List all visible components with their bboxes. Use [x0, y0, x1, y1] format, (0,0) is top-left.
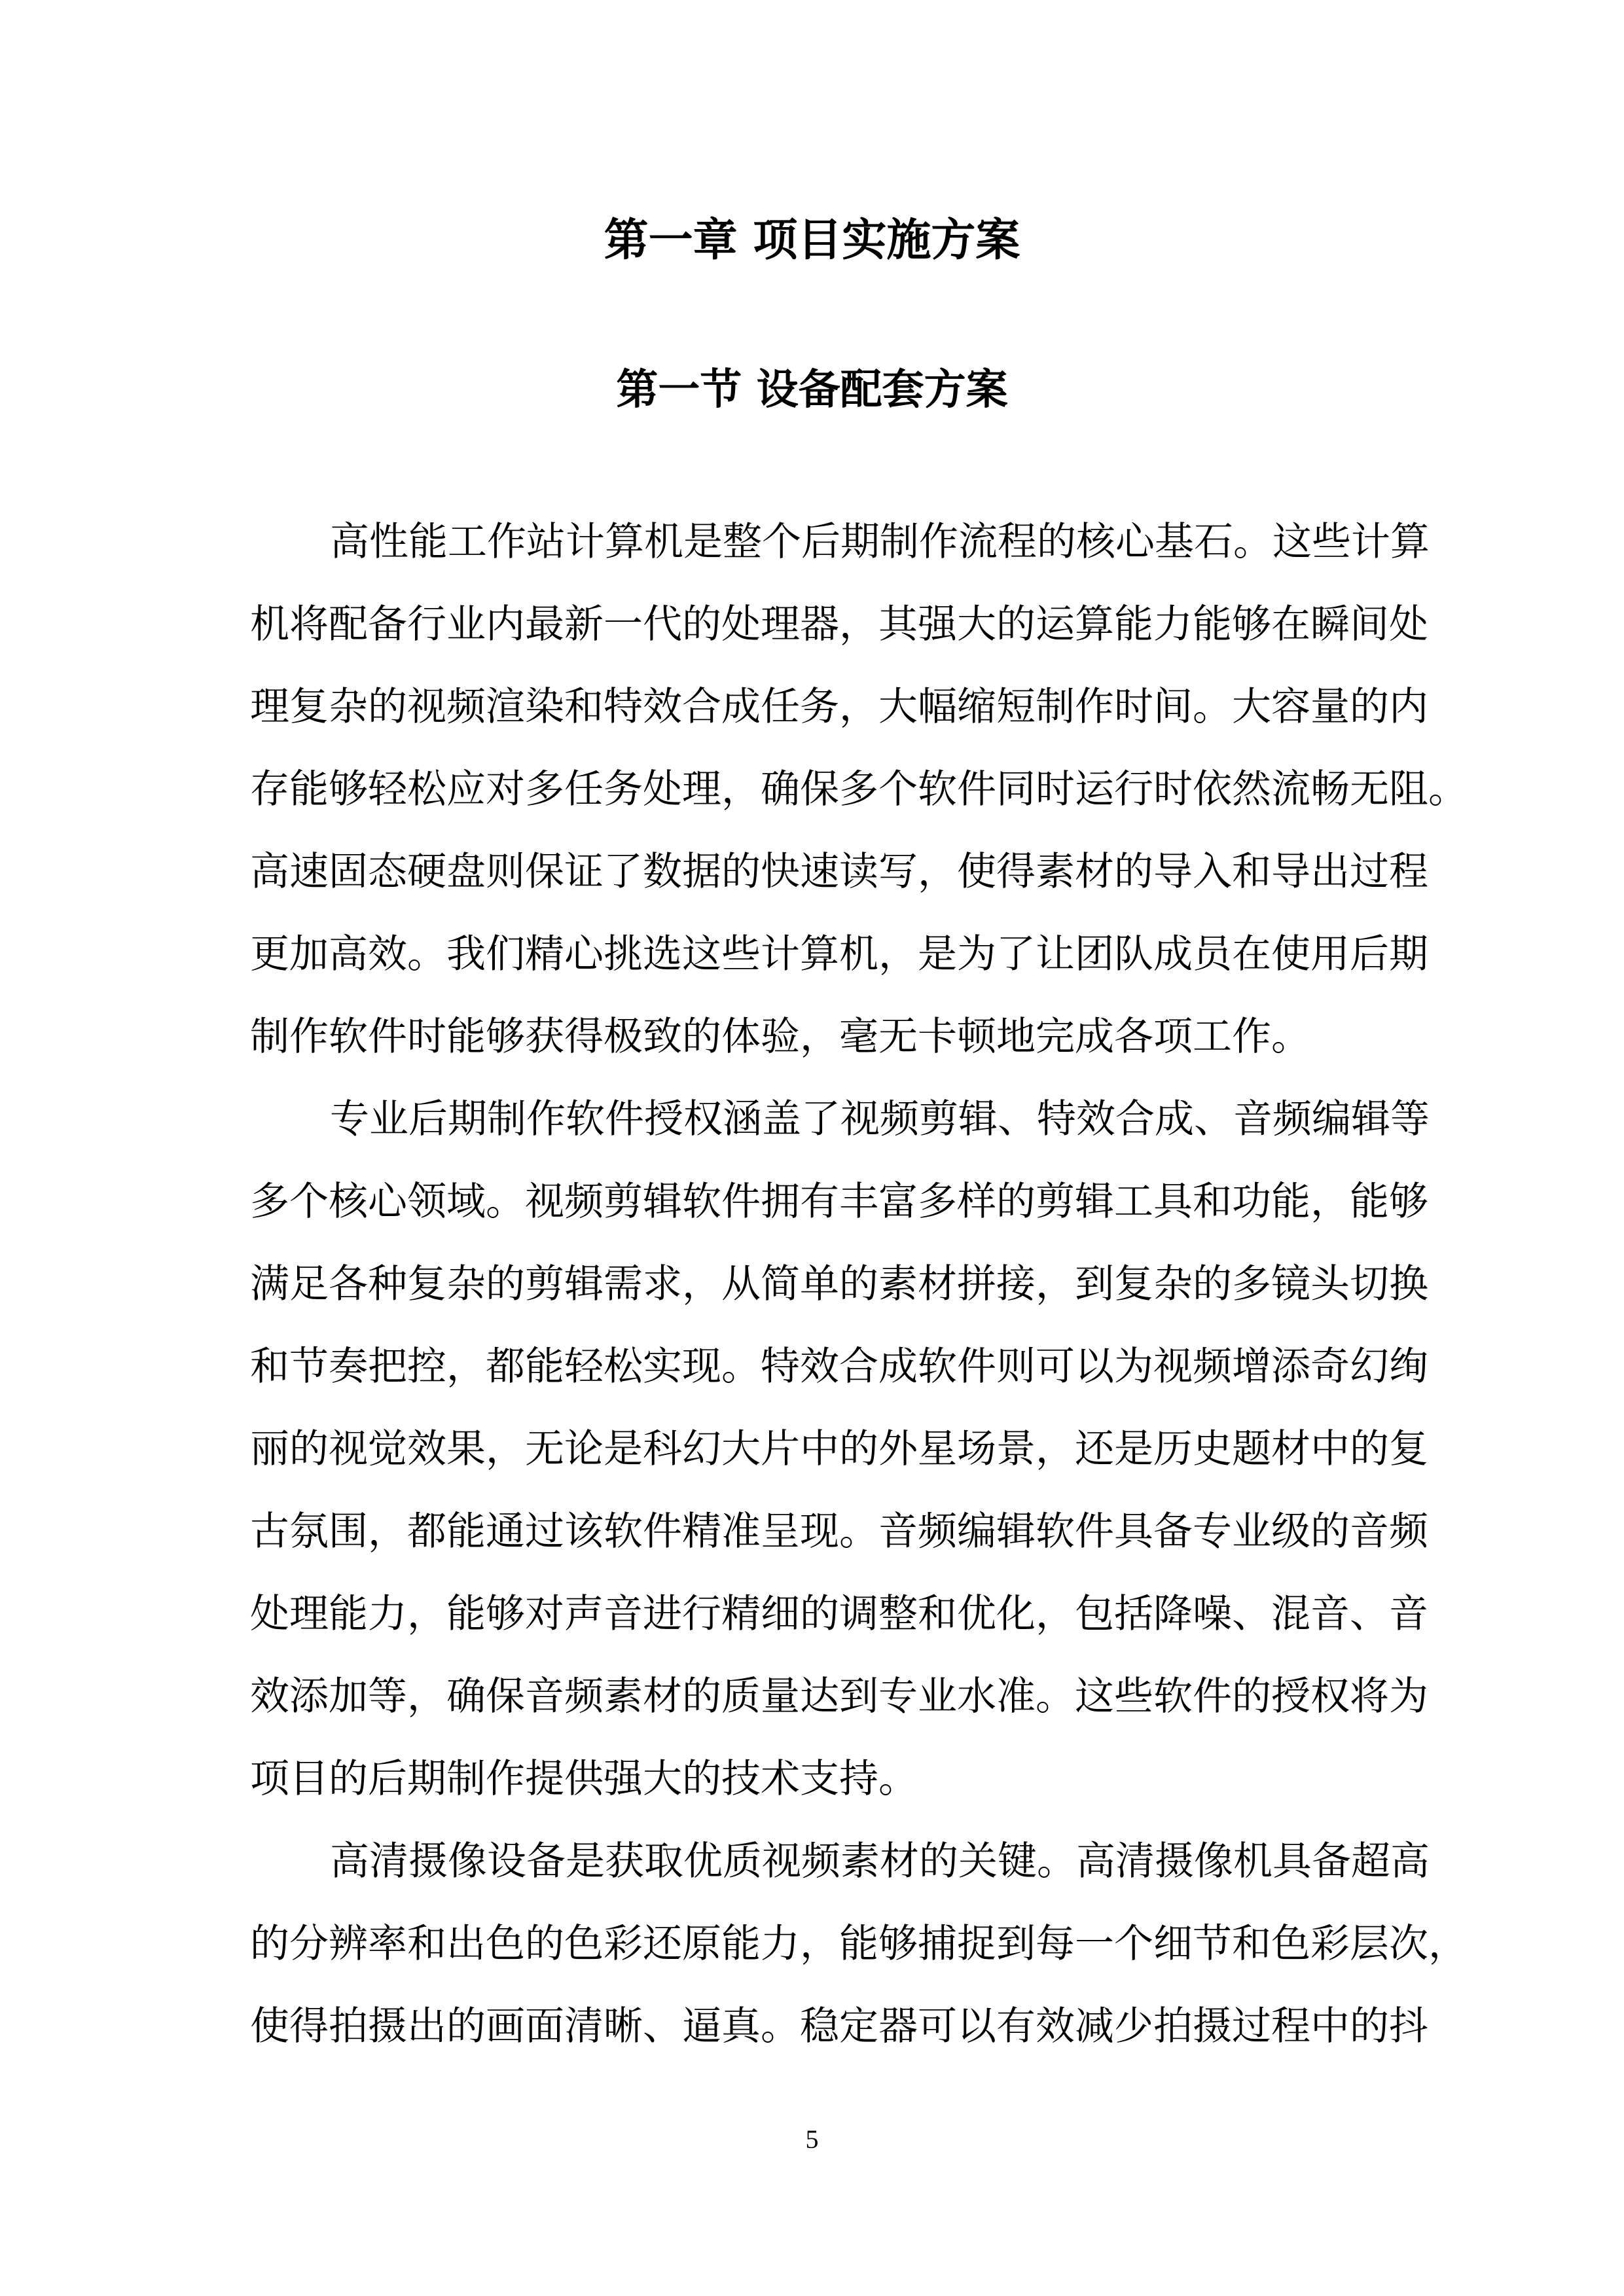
text-line: 理复杂的视频渲染和特效合成任务，大幅缩短制作时间。大容量的内 [250, 684, 1428, 730]
text-line: 古氛围，都能通过该软件精准呈现。音频编辑软件具备专业级的音频 [250, 1509, 1428, 1554]
text-line: 和节奏把控，都能轻松实现。特效合成软件则可以为视频增添奇幻绚 [250, 1344, 1428, 1390]
text-line: 效添加等，确保音频素材的质量达到专业水准。这些软件的授权将为 [250, 1674, 1428, 1719]
text-line: 满足各种复杂的剪辑需求，从简单的素材拼接，到复杂的多镜头切换 [250, 1261, 1428, 1307]
text-line: 高速固态硬盘则保证了数据的快速读写，使得素材的导入和导出过程 [250, 849, 1428, 895]
text-line: 多个核心领域。视频剪辑软件拥有丰富多样的剪辑工具和功能，能够 [250, 1179, 1428, 1225]
text-line: 高性能工作站计算机是整个后期制作流程的核心基石。这些计算 [330, 519, 1430, 565]
text-line: 高清摄像设备是获取优质视频素材的关键。高清摄像机具备超高 [330, 1839, 1430, 1884]
paragraph [250, 501, 1468, 1078]
page-number: 5 [805, 2125, 819, 2154]
paragraph [250, 1820, 1468, 2068]
section-title: 第一节 设备配套方案 [616, 365, 1008, 414]
chapter-title: 第一章 项目实施方案 [604, 214, 1020, 266]
text-line: 更加高效。我们精心挑选这些计算机，是为了让团队成员在使用后期 [250, 931, 1428, 977]
text-line: 的分辨率和出色的色彩还原能力，能够捕捉到每一个细节和色彩层次， [250, 1921, 1468, 1967]
text-line: 使得拍摄出的画面清晰、逼真。稳定器可以有效减少拍摄过程中的抖 [250, 2003, 1428, 2049]
paragraph [250, 1078, 1430, 1820]
text-line: 制作软件时能够获得极致的体验，毫无卡顿地完成各项工作。 [250, 1014, 1310, 1060]
text-line: 存能够轻松应对多任务处理，确保多个软件同时运行时依然流畅无阻。 [250, 766, 1468, 812]
body-text [250, 501, 1468, 2068]
text-line: 专业后期制作软件授权涵盖了视频剪辑、特效合成、音频编辑等 [330, 1096, 1430, 1142]
text-line: 丽的视觉效果，无论是科幻大片中的外星场景，还是历史题材中的复 [250, 1426, 1428, 1472]
text-line: 机将配备行业内最新一代的处理器，其强大的运算能力能够在瞬间处 [250, 601, 1428, 647]
text-line: 项目的后期制作提供强大的技术支持。 [250, 1756, 918, 1802]
text-line: 处理能力，能够对声音进行精细的调整和优化，包括降噪、混音、音 [250, 1591, 1428, 1637]
